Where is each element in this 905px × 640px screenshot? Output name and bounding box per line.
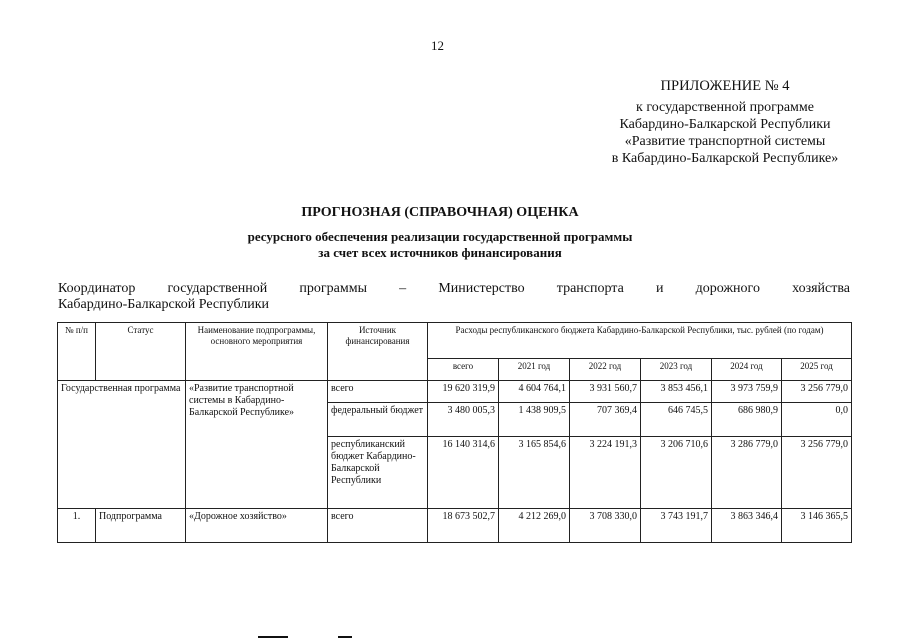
value-cell: 646 745,5 bbox=[641, 403, 712, 437]
header-year-total: всего bbox=[428, 359, 499, 381]
value-cell: 1 438 909,5 bbox=[499, 403, 570, 437]
subprogram-name: «Дорожное хозяйство» bbox=[186, 509, 328, 543]
value-cell: 4 604 764,1 bbox=[499, 381, 570, 403]
value-cell: 3 973 759,9 bbox=[712, 381, 782, 403]
source-cell: республиканский бюджет Кабардино-Балкарской Республики bbox=[328, 437, 428, 509]
value-cell: 0,0 bbox=[782, 403, 852, 437]
value-cell: 19 620 319,9 bbox=[428, 381, 499, 403]
header-year-2025: 2025 год bbox=[782, 359, 852, 381]
value-cell: 3 853 456,1 bbox=[641, 381, 712, 403]
header-name: Наименование подпрограммы, основного мероприятия bbox=[186, 323, 328, 381]
table-row bbox=[58, 381, 852, 403]
value-cell: 4 212 269,0 bbox=[499, 509, 570, 543]
appendix-title: ПРИЛОЖЕНИЕ № 4 bbox=[660, 78, 790, 94]
document-subtitle bbox=[0, 229, 880, 261]
scan-mark bbox=[338, 636, 352, 638]
value-cell: 3 286 779,0 bbox=[712, 437, 782, 509]
source-cell: всего bbox=[328, 381, 428, 403]
program-status: Государственная программа bbox=[58, 381, 186, 509]
header-year-2024: 2024 год bbox=[712, 359, 782, 381]
subtitle-line-1: ресурсного обеспечения реализации государственной программы bbox=[247, 229, 633, 244]
value-cell: 18 673 502,7 bbox=[428, 509, 499, 543]
value-cell: 16 140 314,6 bbox=[428, 437, 499, 509]
page-bottom-marks bbox=[258, 636, 358, 638]
coordinator-line-1: Координатор государственной программы – Министерство транспорта и дорожного хозяйства bbox=[58, 281, 850, 296]
value-cell: 3 708 330,0 bbox=[570, 509, 641, 543]
value-cell: 3 206 710,6 bbox=[641, 437, 712, 509]
subprogram-status: Подпрограмма bbox=[96, 509, 186, 543]
appendix-line-1: к государственной программе bbox=[636, 100, 814, 115]
page-number: 12 bbox=[431, 38, 444, 53]
subprogram-num: 1. bbox=[58, 509, 96, 543]
header-expenses: Расходы республиканского бюджета Кабардино-Балкарской Республики, тыс. рублей (по годам) bbox=[428, 323, 852, 359]
source-cell: федеральный бюджет bbox=[328, 403, 428, 437]
value-cell: 686 980,9 bbox=[712, 403, 782, 437]
header-source: Источник финансирования bbox=[328, 323, 428, 381]
scan-mark bbox=[258, 636, 288, 638]
coordinator-paragraph bbox=[58, 281, 850, 313]
header-year-2021: 2021 год bbox=[499, 359, 570, 381]
value-cell: 3 743 191,7 bbox=[641, 509, 712, 543]
value-cell: 3 480 005,3 bbox=[428, 403, 499, 437]
value-cell: 3 256 779,0 bbox=[782, 437, 852, 509]
header-status: Статус bbox=[96, 323, 186, 381]
program-name: «Развитие транспортной системы в Кабардино-Балкарской Республике» bbox=[186, 381, 328, 509]
subtitle-line-2: за счет всех источников финансирования bbox=[318, 245, 562, 260]
value-cell: 3 165 854,6 bbox=[499, 437, 570, 509]
header-num: № п/п bbox=[58, 323, 96, 381]
budget-table bbox=[57, 322, 852, 543]
document-title: ПРОГНОЗНАЯ (СПРАВОЧНАЯ) ОЦЕНКА bbox=[301, 205, 579, 220]
appendix-line-3: «Развитие транспортной системы bbox=[624, 134, 826, 149]
table-row bbox=[58, 509, 852, 543]
appendix-line-4: в Кабардино-Балкарской Республике» bbox=[611, 151, 839, 166]
value-cell: 707 369,4 bbox=[570, 403, 641, 437]
appendix-block bbox=[560, 78, 890, 167]
value-cell: 3 931 560,7 bbox=[570, 381, 641, 403]
value-cell: 3 256 779,0 bbox=[782, 381, 852, 403]
header-year-2022: 2022 год bbox=[570, 359, 641, 381]
coordinator-line-2: Кабардино-Балкарской Республики bbox=[58, 297, 269, 312]
appendix-line-2: Кабардино-Балкарской Республики bbox=[619, 117, 831, 132]
value-cell: 3 863 346,4 bbox=[712, 509, 782, 543]
value-cell: 3 146 365,5 bbox=[782, 509, 852, 543]
value-cell: 3 224 191,3 bbox=[570, 437, 641, 509]
header-year-2023: 2023 год bbox=[641, 359, 712, 381]
source-cell: всего bbox=[328, 509, 428, 543]
